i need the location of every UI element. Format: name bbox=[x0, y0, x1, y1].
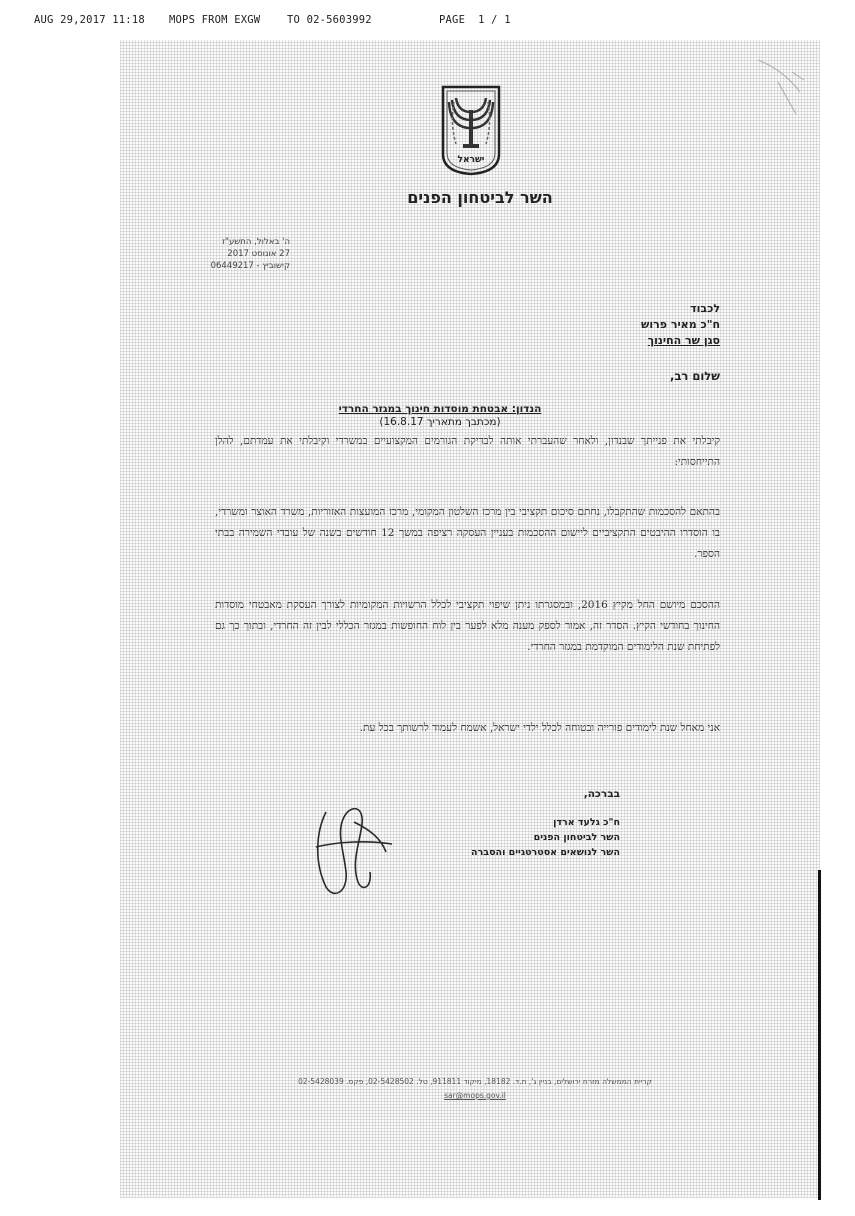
body-paragraph-1: קיבלתי את פנייתך שבנדון, ולאחר שהעברתי אותה לבדיקת הגורמים המקצועיים במשרדי וקיבלתי את עמדתם, להלן התייחסותי: bbox=[215, 435, 720, 468]
fax-from: MOPS FROM EXGW bbox=[169, 14, 261, 26]
page-edge bbox=[818, 870, 821, 1200]
recipient-block bbox=[520, 301, 720, 349]
hebrew-date: ה' באלול, התשע"ז bbox=[222, 237, 290, 247]
fax-page: PAGE 1 / 1 bbox=[439, 14, 511, 26]
body-paragraph-3: ההסכם מיושם החל מקיץ 2016, ובמסגרתו ניתן שיפוי תקציבי לכלל הרשויות המקומיות לצורך העסקת מאבטחי מוסדות החינוך בחודשי הקיץ. הסדר זה, אמור לספק מענה מלא לפער בין לוח החופשות במגזר הכללי לבין זה החרדי, ובתוך כך גם לפתיחת שנת הלימודים המוקדמת במגזר החרדי. bbox=[215, 599, 720, 653]
fax-header bbox=[34, 14, 734, 26]
signatory-title-1: השר לביטחון הפנים bbox=[533, 832, 620, 843]
fax-datetime: AUG 29,2017 11:18 bbox=[34, 14, 145, 26]
recipient-salutation: לכבוד bbox=[690, 302, 720, 315]
footer-email: sar@mops.gov.il bbox=[444, 1091, 506, 1100]
reference-number: קישוביץ - 06449217 bbox=[210, 261, 290, 271]
greeting: שלום רב, bbox=[670, 369, 720, 383]
office-title: השר לביטחון הפנים bbox=[407, 188, 553, 207]
emblem-text: ישראל bbox=[457, 155, 485, 165]
subject-reference: (מכתבך מתאריך 16.8.17) bbox=[379, 416, 501, 428]
subject-block bbox=[270, 403, 610, 429]
signature-block bbox=[260, 815, 620, 860]
signatory-title-2: השר לנושאים אסטרטגיים והסברה bbox=[471, 847, 620, 858]
signatory-name: ח"כ גלעד ארדן bbox=[553, 817, 620, 828]
body-paragraph-4: אני מאחל שנת לימודים פורייה ובטוחה לכלל ילדי ישראל, אשמח לעמוד לרשותך בכל עת. bbox=[359, 722, 720, 734]
footer bbox=[240, 1075, 710, 1103]
date-block bbox=[150, 236, 290, 272]
state-emblem-icon bbox=[440, 84, 502, 176]
body-paragraph-2: בהתאם להסכמות שהתקבלו, נחתם סיכום תקציבי בין מרכז השלטון המקומי, מרכז המועצות האזוריות, משרד האוצר ומשרדי, בו הוסדרו ההיבטים התקציביים ליישום ההסכמות בעניין העסקה רציפה במשך 12 חודשים בשנה של עובדי השמירה בבתי הספר. bbox=[215, 506, 720, 560]
margin-scribble bbox=[748, 52, 808, 122]
subject-line: הנדון: אבטחת מוסדות חינוך במגזר החרדי bbox=[338, 403, 542, 415]
closing: בברכה, bbox=[583, 788, 620, 800]
recipient-title: סגן שר החינוך bbox=[647, 334, 720, 347]
gregorian-date: 27 אוגוסט 2017 bbox=[227, 249, 290, 259]
footer-address: קריית הממשלה מזרח ירושלים, בניין ג', ת.ד. 18182, מיקוד 911811, טל. 02-5428502, פקס. 02-5428039 bbox=[298, 1077, 652, 1086]
recipient-name: ח"כ מאיר פרוש bbox=[641, 318, 720, 331]
fax-to: TO 02-5603992 bbox=[287, 14, 372, 26]
